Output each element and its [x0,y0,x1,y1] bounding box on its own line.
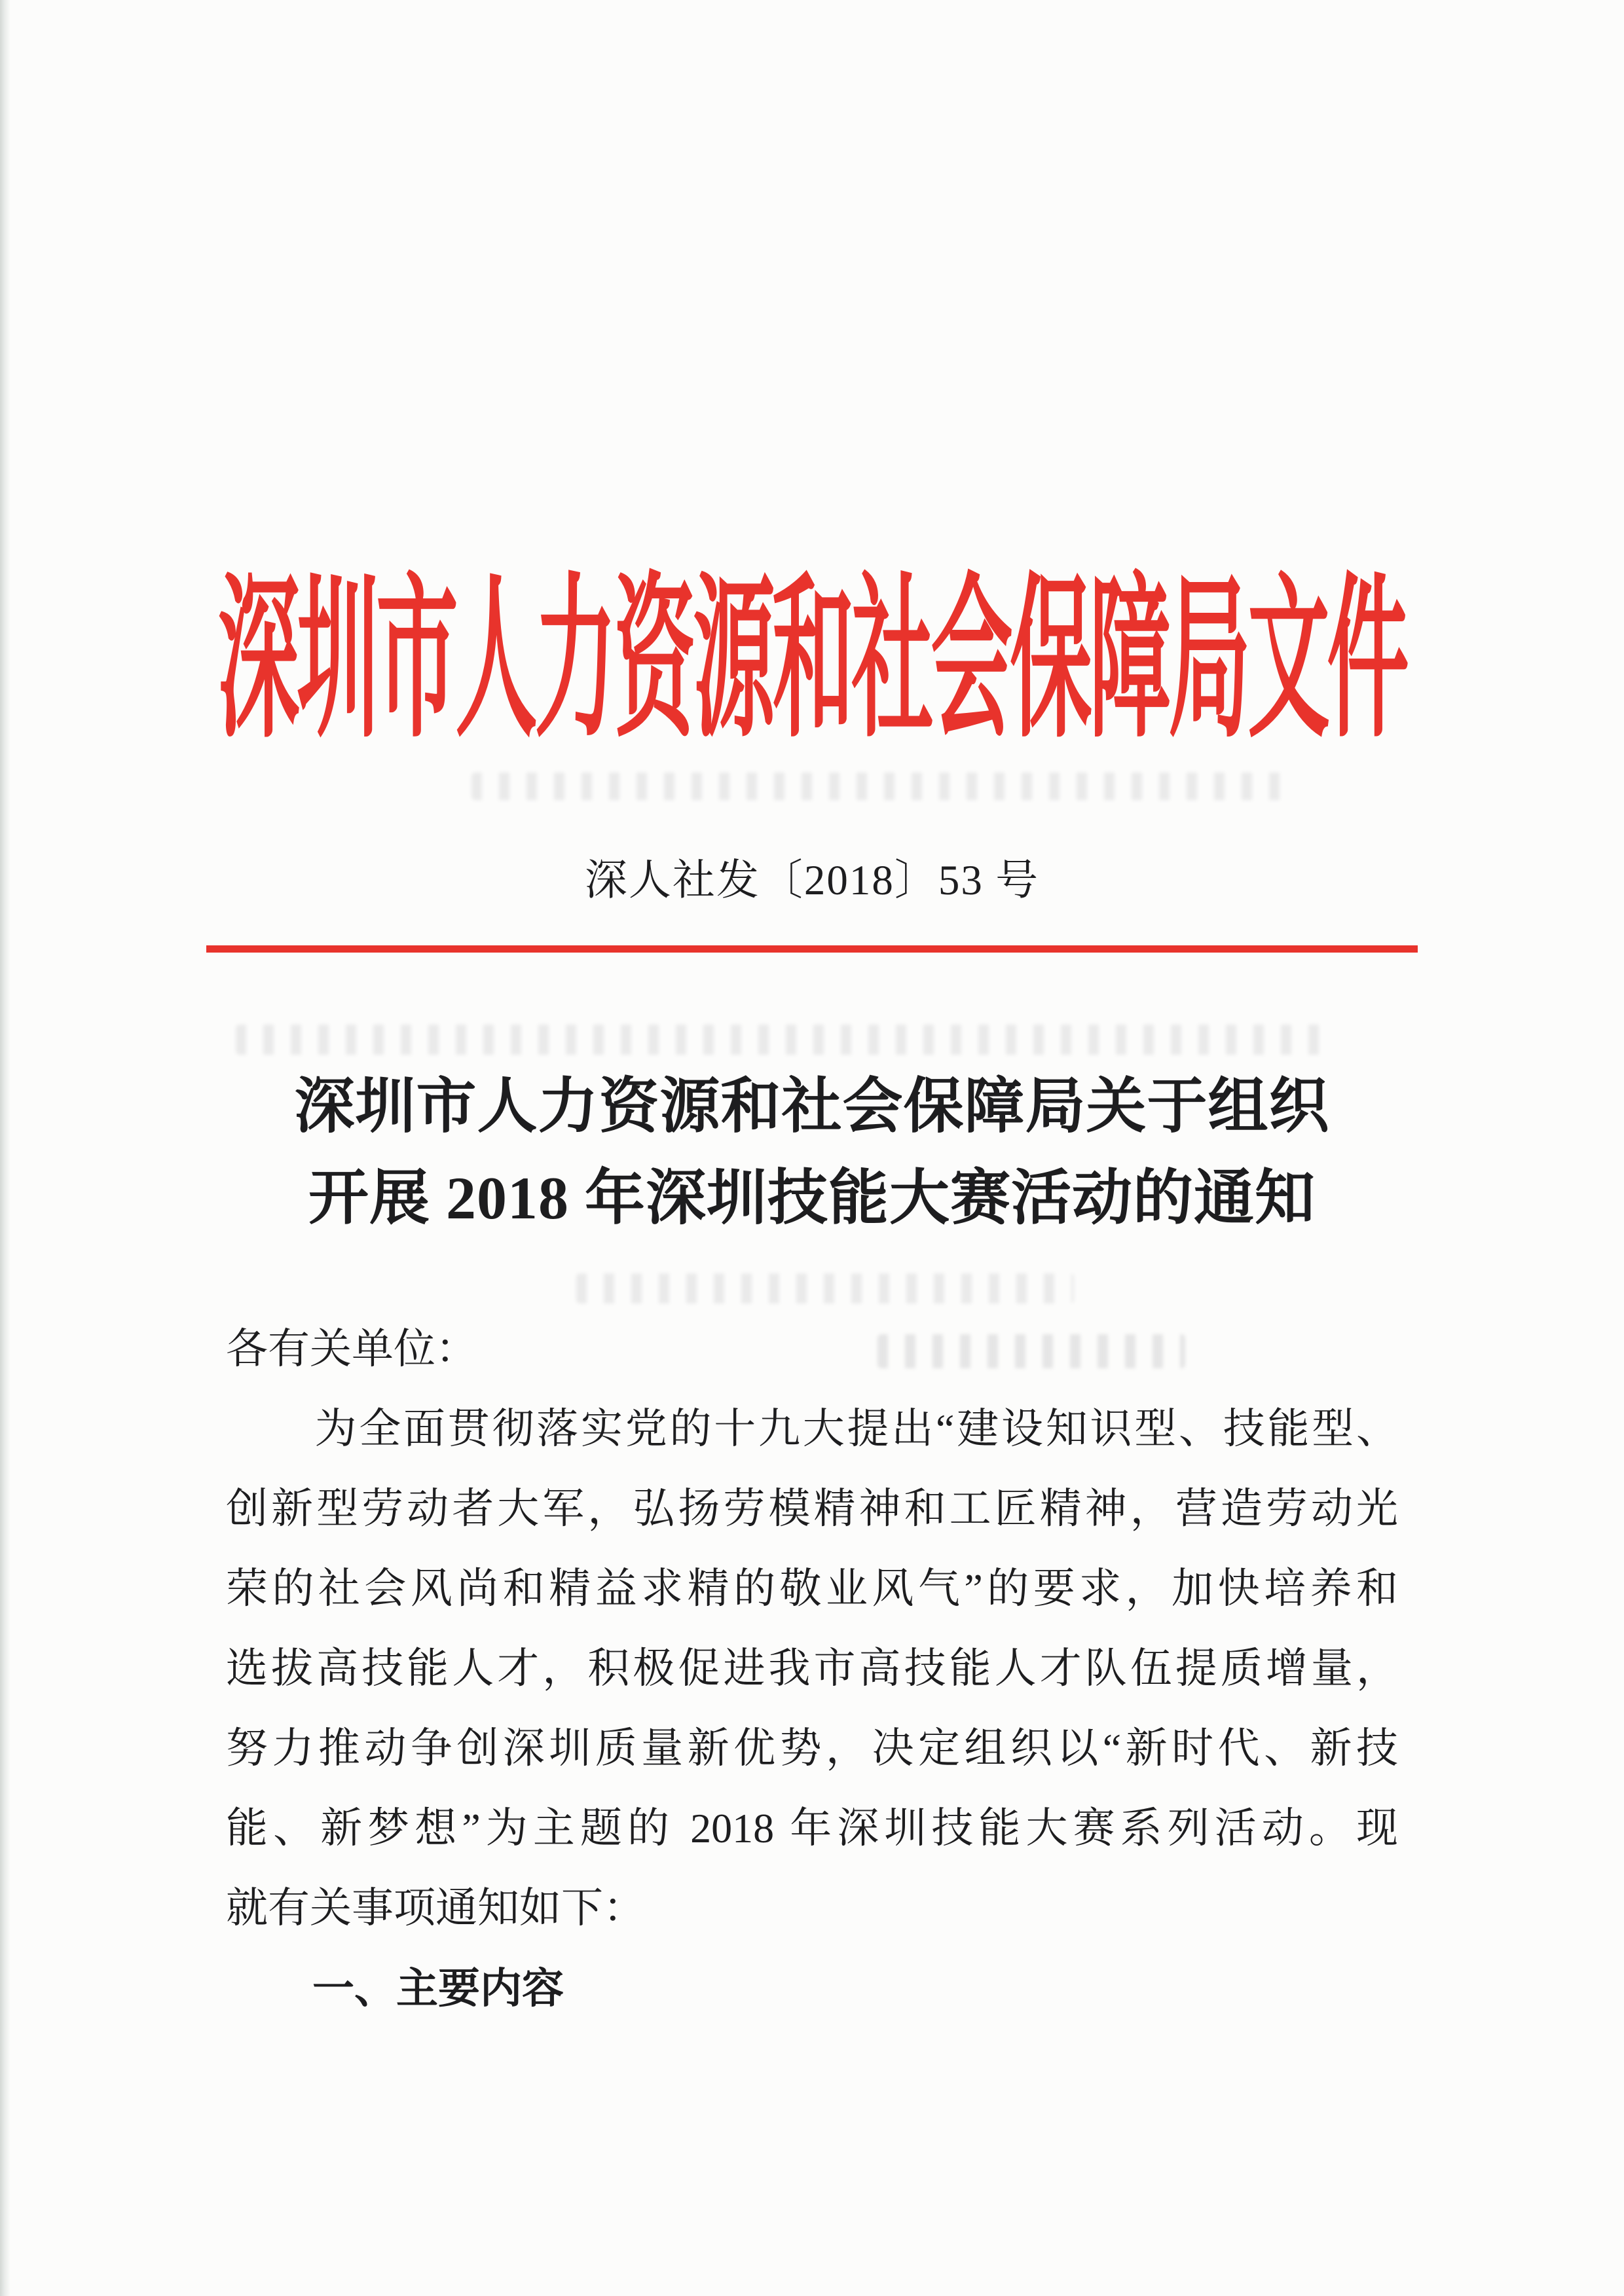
agency-letterhead-title: 深圳市人力资源和社会保障局文件 [217,565,1407,759]
body-line: 努力推动争创深圳质量新优势，决定组织以“新时代、新技 [226,1725,1398,1772]
salutation: 各有关单位： [226,1326,477,1372]
body-line: 荣的社会风尚和精益求精的敬业风气”的要求，加快培养和 [226,1565,1398,1612]
bleedthrough-smudge [576,1273,1074,1303]
body-line: 选拔高技能人才，积极促进我市高技能人才队伍提质增量， [226,1645,1398,1692]
body-line: 就有关事项通知如下： [226,1885,645,1931]
letterhead [0,565,1624,759]
bleedthrough-smudge [236,1025,1323,1055]
document-number: 深人社发〔2018〕53 号 [584,857,1040,904]
document-title-line-2: 开展 2018 年深圳技能大赛活动的通知 [308,1165,1316,1231]
document-title [0,1061,1624,1244]
body-line: 创新型劳动者大军，弘扬劳模精神和工匠精神，营造劳动光 [226,1485,1398,1532]
red-divider-line [206,945,1418,953]
body-line: 能、新梦想”为主题的 2018 年深圳技能大赛系列活动。现 [226,1805,1398,1851]
body-line: 为全面贯彻落实党的十九大提出“建设知识型、技能型、 [226,1406,1398,1452]
document-title-line-1: 深圳市人力资源和社会保障局关于组织 [294,1073,1330,1140]
bleedthrough-smudge [471,773,1283,800]
section-heading: 一、主要内容 [312,1965,564,2012]
document-body [226,1309,1398,2028]
